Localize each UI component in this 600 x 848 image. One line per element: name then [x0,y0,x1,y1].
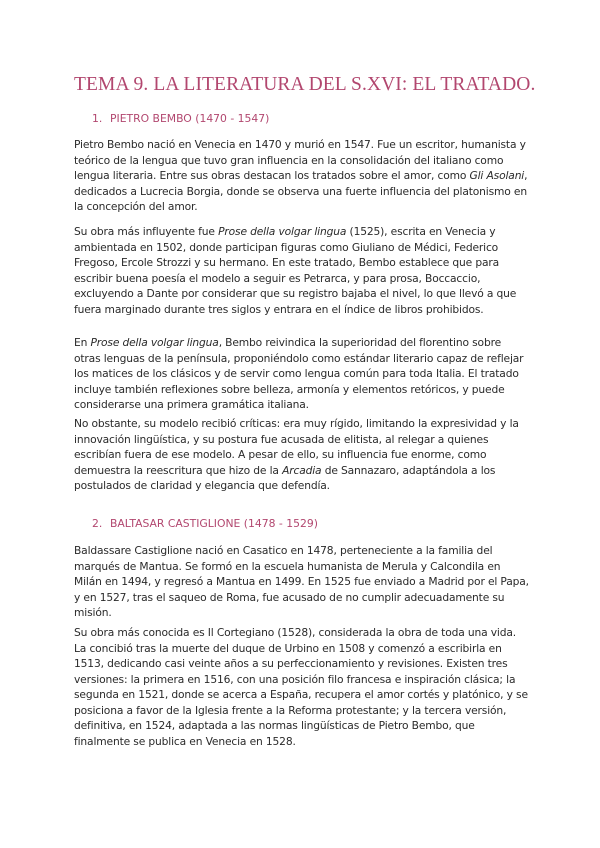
paragraph-text: Su obra más conocida es Il Cortegiano (1528), considerada la obra de toda una vida. La concibió tras la muerte del duque de Urbino en 1508 y comenzó a escribirla en 1513, dedicando casi veinte años a su perfeccionamiento y revisiones. Existen tres versiones: la primera en 1516, con una posición filo francesa e inspiración clásica; la segunda en 1521, donde se acerca a España, recupera el amor cortés y platónico, y se posiciona a favor de la Iglesia frente a la Reforma protestante; y la tercera versión, definitiva, en 1524, adaptada a las normas lingüísticas de Pietro Bembo, que finalmente se publica en Venecia en 1528. [74,626,528,748]
page-title: TEMA 9. LA LITERATURA DEL S.XVI: EL TRATADO. [74,74,536,95]
paragraph [74,137,530,215]
paragraph-text: (1525), escrita en Venecia y ambientada en 1502, donde participan figuras como Giuliano de Médici, Federico Fregoso, Ercole Strozzi y su hermano. En este tratado, Bembo establece que para escribir buena poesía el modelo a seguir es Petrarca, y para prosa, Boccaccio, excluyendo a Dante por considerar que su registro bajaba el nivel, lo que llevó a que fuera marginado durante tres siglos y entrara en el índice de libros prohibidos. [74,225,517,316]
paragraph-text: No obstante, su modelo recibió críticas: era muy rígido, limitando la expresividad y la innovación lingüística, y su postura fue acusada de elitista, al relegar a quienes escribían fuera de ese modelo. A pesar de ello, su influencia fue enorme, como demuestra la reescritura que hizo de la [74,417,519,477]
paragraph [74,224,530,317]
paragraph-text: En [74,336,91,349]
paragraph-text: Pietro Bembo nació en Venecia en 1470 y murió en 1547. Fue un escritor, humanista y teórico de la lengua que tuvo gran influencia en la consolidación del italiano como lengua literaria. Entre sus obras destacan los tratados sobre el amor, como [74,138,526,182]
paragraph [74,625,530,749]
paragraph-text: Su obra más influyente fue [74,225,219,238]
paragraph-text: , dedicados a Lucrecia Borgia, donde se observa una fuerte influencia del platonismo en la concepción del amor. [74,169,528,213]
section-heading-text: PIETRO BEMBO (1470 - 1547) [110,112,270,125]
paragraph [74,416,530,494]
section-number: 2. [92,517,103,530]
paragraph-text: de Sannazaro, adaptándola a los postulados de claridad y elegancia que defendía. [74,463,496,492]
italic-title-text: Arcadia [282,463,322,477]
italic-title-text: Gli Asolani [469,169,525,182]
italic-title-text: Prose della volgar lingua [90,336,219,349]
section-heading-bembo [92,112,269,125]
paragraph-text: Baldassare Castiglione nació en Casatico en 1478, perteneciente a la familia del marqués de Mantua. Se formó en la escuela humanista de Merula y Calcondila en Milán en 1494, y regresó a Mantua en 1499. En 1525 fue enviado a Madrid por el Papa, y en 1527, tras el saqueo de Roma, fue acusado de no cumplir adecuadamente su misión. [74,544,529,619]
paragraph [74,543,530,621]
section-number: 1. [92,112,103,125]
paragraph [74,335,530,413]
section-heading-castiglione [92,517,318,530]
italic-title-text: Prose della volgar lingua [218,225,347,238]
paragraph-text: , Bembo reivindica la superioridad del florentino sobre otras lenguas de la península, proponiéndolo como estándar literario capaz de reflejar los matices de los clásicos y de servir como lengua común para toda Italia. El tratado incluye también reflexiones sobre belleza, armonía y elementos retóricos, y puede considerarse una primera gramática italiana. [74,336,524,411]
section-heading-text: BALTASAR CASTIGLIONE (1478 - 1529) [110,517,318,530]
